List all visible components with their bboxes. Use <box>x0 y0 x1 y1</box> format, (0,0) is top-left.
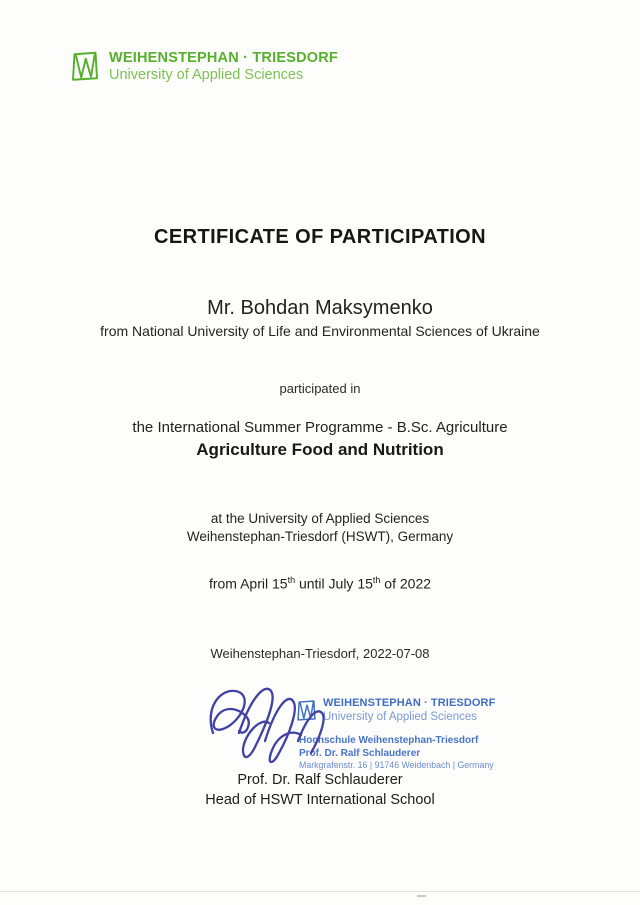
signatory-name: Prof. Dr. Ralf Schlauderer <box>237 772 403 788</box>
recipient-name: Mr. Bohdan Maksymenko <box>207 297 433 319</box>
participated-label: participated in <box>279 381 361 396</box>
date-range <box>0 575 640 592</box>
logo-university-subtitle: University of Applied Sciences <box>109 66 304 83</box>
stamp-institution: Hochschule Weihenstephan-Triesdorf <box>299 735 479 746</box>
signature-ink <box>203 681 341 785</box>
logo-text <box>109 50 338 83</box>
stamp-person: Prof. Dr. Ralf Schlauderer <box>299 747 421 759</box>
location-line2: Weihenstephan-Triesdorf (HSWT), Germany <box>186 529 454 544</box>
date-suffix: of 2022 <box>380 575 432 592</box>
location-line1: at the University of Applied Sciences <box>210 511 430 526</box>
scan-artifact-line <box>0 891 640 892</box>
stamp-header-text <box>323 698 495 723</box>
date-sup2: th <box>372 575 381 585</box>
scan-artifact-tick <box>417 895 426 897</box>
university-logo <box>70 50 338 84</box>
programme-line1: the International Summer Programme - B.Sc. Agriculture <box>132 419 508 436</box>
stamp-university-subtitle: University of Applied Sciences <box>323 710 478 723</box>
stamp-street-address: Markgrafenstr. 16 | 91746 Weidenbach | Germany <box>299 760 494 770</box>
date-prefix: from April 15 <box>208 575 288 592</box>
hswt-logo-icon <box>70 50 100 84</box>
programme-line2: Agriculture Food and Nutrition <box>196 440 444 459</box>
issue-place-date: Weihenstephan-Triesdorf, 2022-07-08 <box>210 646 430 661</box>
certificate-title: CERTIFICATE OF PARTICIPATION <box>154 226 486 248</box>
stamp-university-name: WEIHENSTEPHAN · TRIESDORF <box>323 697 496 709</box>
date-sup1: th <box>287 575 296 585</box>
recipient-origin: from National University of Life and Environmental Sciences of Ukraine <box>100 323 540 339</box>
logo-university-name: WEIHENSTEPHAN · TRIESDORF <box>109 50 338 66</box>
signatory-title: Head of HSWT International School <box>205 792 435 808</box>
date-middle: until July 15 <box>295 575 373 592</box>
